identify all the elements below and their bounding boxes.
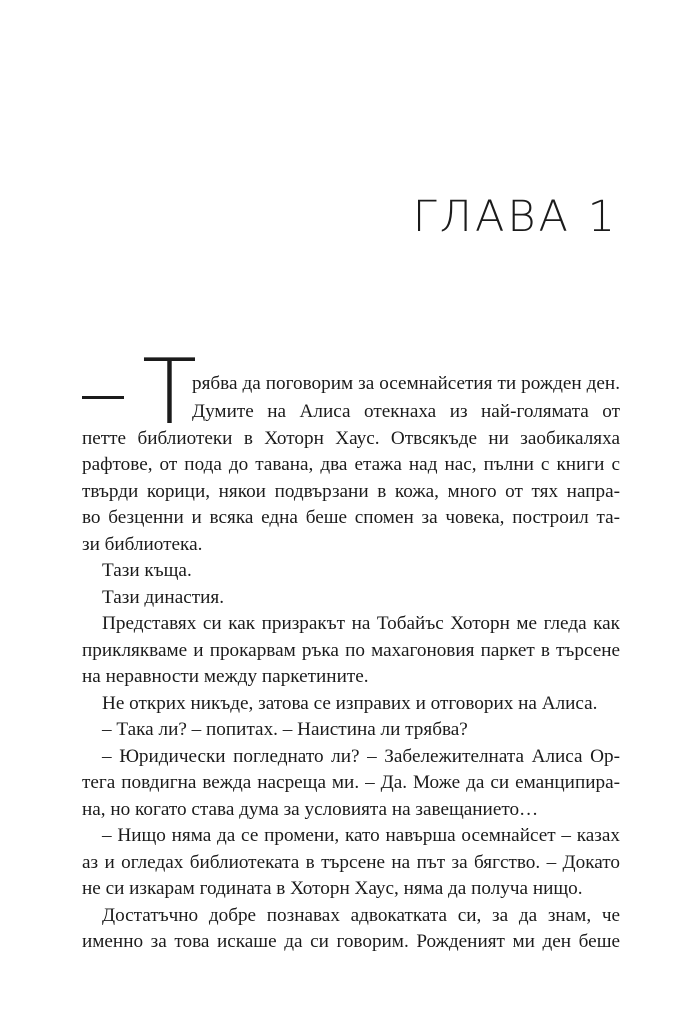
text-line: твърди корици, някои подвързани в кожа, много от тях напра- xyxy=(82,480,620,502)
text-line: на, но когато става дума за условията на завещанието… xyxy=(82,798,539,820)
text-line: тега повдигна вежда насреща ми. – Да. Може да си еманципира- xyxy=(82,772,620,793)
drop-cap: Т xyxy=(142,340,197,445)
text-line: на неравности между паркетините. xyxy=(82,666,369,687)
chapter-title: ГЛАВА 1 xyxy=(412,192,618,242)
text-line: Представях си как призракът на Тобайъс Хоторн ме гледа как xyxy=(102,613,620,634)
text-line: рафтове, от пода до тавана, два етажа над нас, пълни с книги с xyxy=(82,454,620,475)
text-line: аз и огледах библиотеката в търсене на път за бягство. – Докато xyxy=(82,851,620,873)
text-line: петте библиотеки в Хоторн Хаус. Отвсякъде ни заобикаляха xyxy=(82,427,620,449)
text-line: Тази династия. xyxy=(102,586,225,608)
text-line: во безценни и всяка една беше спомен за човека, построил та- xyxy=(82,507,620,528)
text-line: – Юридически погледнато ли? – Забележителната Алиса Ор- xyxy=(102,745,620,767)
body-text xyxy=(82,399,620,956)
text-line: зи библиотека. xyxy=(82,533,203,555)
text-line: Тази къща. xyxy=(102,560,192,581)
text-line: не си изкарам годината в Хоторн Хаус, няма да получа нищо. xyxy=(82,878,583,899)
text-line: – Така ли? – попитах. – Наистина ли трябва? xyxy=(102,719,468,740)
text-line: Не открих никъде, затова се изправих и отговорих на Алиса. xyxy=(102,692,598,714)
text-line: Достатъчно добре познавах адвокатката си, за да знам, че xyxy=(102,904,620,926)
text-line: Думите на Алиса отекнаха из най-голямата от xyxy=(192,401,620,422)
text-line: приклякваме и прокарвам ръка по махагоновия паркет в търсене xyxy=(82,639,620,661)
opening-line: рябва да поговорим за осемнайсетия ти рожден ден. xyxy=(192,373,620,394)
text-line: именно за това искаше да си говорим. Рожденият ми ден беше xyxy=(82,931,620,952)
opening-line-block xyxy=(192,371,620,398)
text-line: – Нищо няма да се промени, като навърша осемнайсет – казах xyxy=(102,825,620,846)
